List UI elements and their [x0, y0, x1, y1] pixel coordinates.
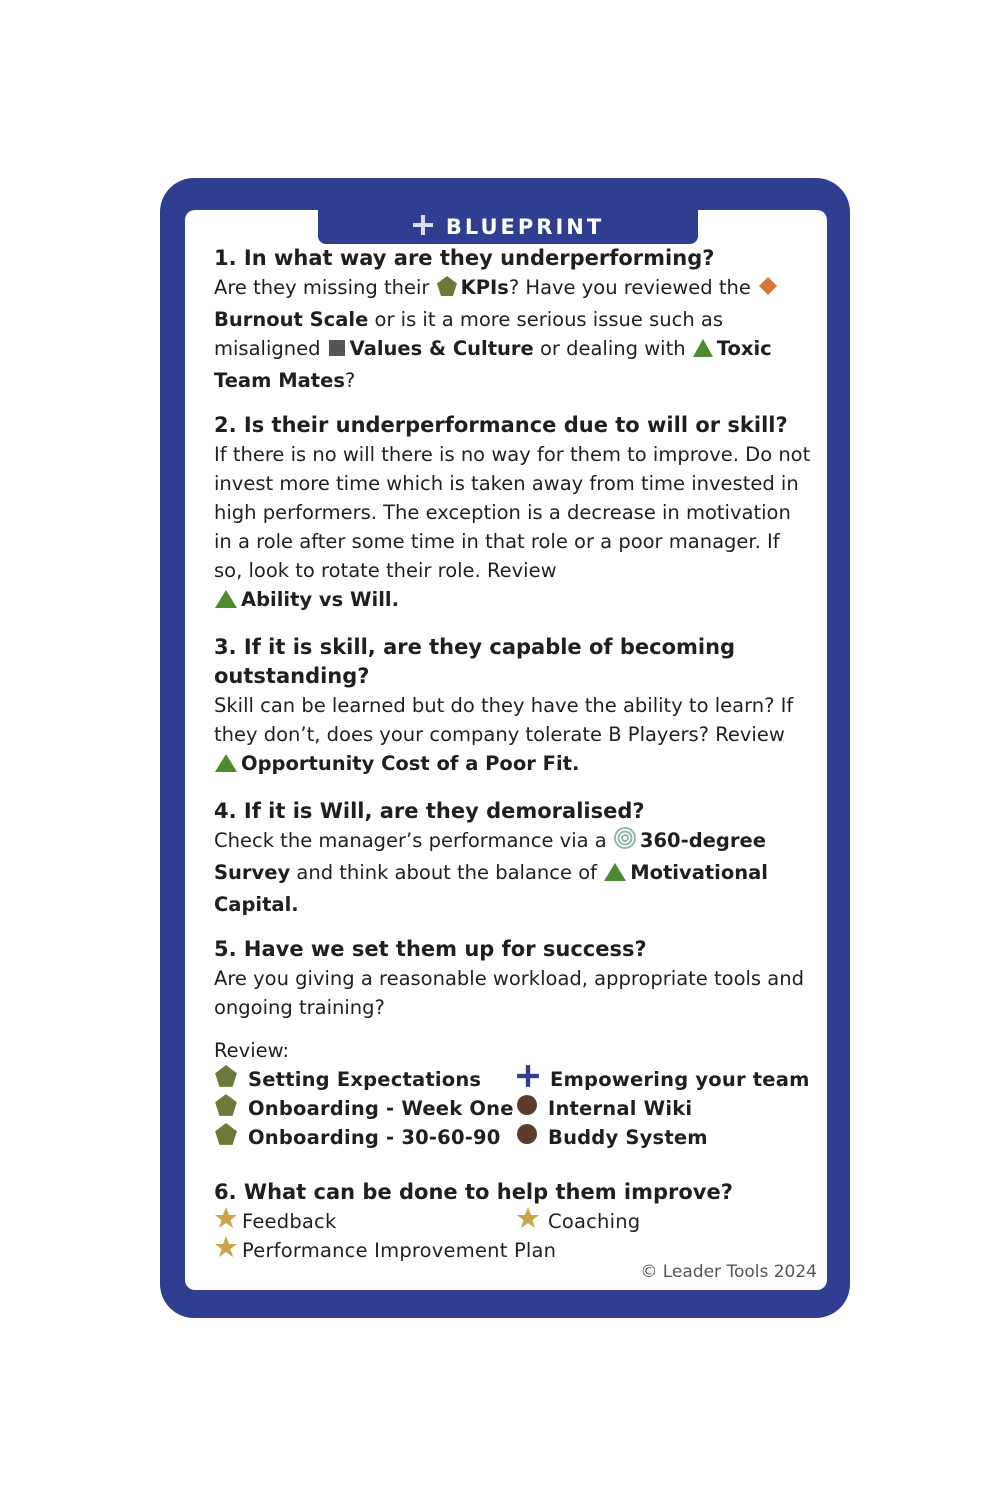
pentagon-icon — [214, 1064, 238, 1096]
review-item-label: Onboarding - Week One — [248, 1097, 514, 1120]
review-item — [516, 1065, 816, 1094]
body-text: Skill can be learned but do they have the ability to learn? If they don’t, does your company tolerate B Players? Review — [214, 694, 794, 746]
section-heading: 4. If it is Will, are they demoralised? — [214, 799, 645, 823]
section-heading: 2. Is their underperformance due to will or skill? — [214, 413, 788, 437]
copyright: © Leader Tools 2024 — [640, 1262, 817, 1282]
review-label: Review: — [214, 1039, 290, 1062]
blueprint-tab — [318, 210, 698, 244]
body-text: ? Have you reviewed the — [508, 276, 758, 299]
circle-icon — [516, 1094, 538, 1124]
review-item — [214, 1094, 516, 1123]
improve-item — [516, 1207, 816, 1236]
improve-item-label: Performance Improvement Plan — [242, 1239, 557, 1262]
body-text: or is it a more serious issue such as misaligned — [214, 308, 723, 360]
section-heading: 3. If it is skill, are they capable of becoming outstanding? — [214, 635, 736, 688]
review-item-label: Setting Expectations — [248, 1068, 482, 1091]
values-culture-link: Values & Culture — [349, 337, 534, 360]
star-icon — [214, 1235, 238, 1267]
square-icon — [327, 337, 347, 366]
star-icon — [516, 1206, 540, 1238]
review-item-label: Internal Wiki — [548, 1097, 693, 1120]
review-item — [214, 1065, 516, 1094]
improve-item — [214, 1236, 816, 1265]
section-body: Are you giving a reasonable workload, appropriate tools and ongoing training? — [214, 967, 804, 1019]
section-body — [214, 440, 814, 617]
triangle-icon — [214, 588, 238, 617]
section-heading: 1. In what way are they underperforming? — [214, 246, 715, 270]
section-body — [214, 691, 814, 781]
triangle-icon — [214, 752, 238, 781]
section-2 — [214, 411, 814, 617]
review-item-label: Buddy System — [548, 1126, 708, 1149]
improve-item — [214, 1207, 516, 1236]
review-item-label: Empowering your team — [550, 1068, 810, 1091]
improve-list — [214, 1207, 814, 1265]
opportunity-cost-link: Opportunity Cost of a Poor Fit. — [241, 752, 580, 775]
section-6 — [214, 1178, 814, 1265]
section-5 — [214, 935, 814, 1152]
body-text: Are they missing their — [214, 276, 436, 299]
review-list — [214, 1065, 814, 1152]
plus-icon — [412, 214, 434, 241]
triangle-icon — [603, 861, 627, 890]
body-text: Check the manager’s performance via a — [214, 829, 613, 852]
triangle-icon — [692, 337, 714, 366]
section-3 — [214, 633, 814, 781]
section-1 — [214, 244, 814, 395]
plus-icon — [516, 1064, 540, 1096]
review-item-label: Onboarding - 30-60-90 — [248, 1126, 501, 1149]
section-body — [214, 273, 814, 395]
star-icon — [214, 1206, 238, 1238]
review-item — [516, 1094, 816, 1123]
body-text: ? — [344, 369, 356, 392]
section-4 — [214, 797, 814, 919]
body-text: If there is no will there is no way for them to improve. Do not invest more time which is taken away from time invested in high performers. The exception is a decrease in motivation in a role after some time in that role or a poor manager. If so, look to rotate their role. Review — [214, 443, 811, 582]
survey-link: 360-degree Survey — [214, 829, 766, 884]
improve-item-label: Coaching — [548, 1210, 641, 1233]
pentagon-icon — [214, 1093, 238, 1125]
improve-item-label: Feedback — [242, 1210, 337, 1233]
tab-label: BLUEPRINT — [445, 215, 605, 239]
pentagon-icon — [436, 275, 458, 305]
circle-icon — [516, 1123, 538, 1153]
body-text: and think about the balance of — [290, 861, 604, 884]
review-item — [516, 1123, 816, 1152]
body-text: or dealing with — [533, 337, 692, 360]
pentagon-icon — [214, 1122, 238, 1154]
section-heading: 6. What can be done to help them improve? — [214, 1180, 733, 1204]
burnout-scale-link: Burnout Scale — [214, 308, 369, 331]
card-content — [214, 244, 814, 1281]
section-body — [214, 826, 814, 919]
kpis-link: KPIs — [460, 276, 509, 299]
toxic-team-mates-link: Toxic Team Mates — [214, 337, 772, 392]
spiral-icon — [613, 826, 637, 858]
diamond-icon — [757, 275, 779, 305]
motivational-capital-link: Motivational Capital. — [214, 861, 768, 916]
section-heading: 5. Have we set them up for success? — [214, 937, 647, 961]
review-item — [214, 1123, 516, 1152]
ability-vs-will-link: Ability vs Will. — [241, 588, 399, 611]
